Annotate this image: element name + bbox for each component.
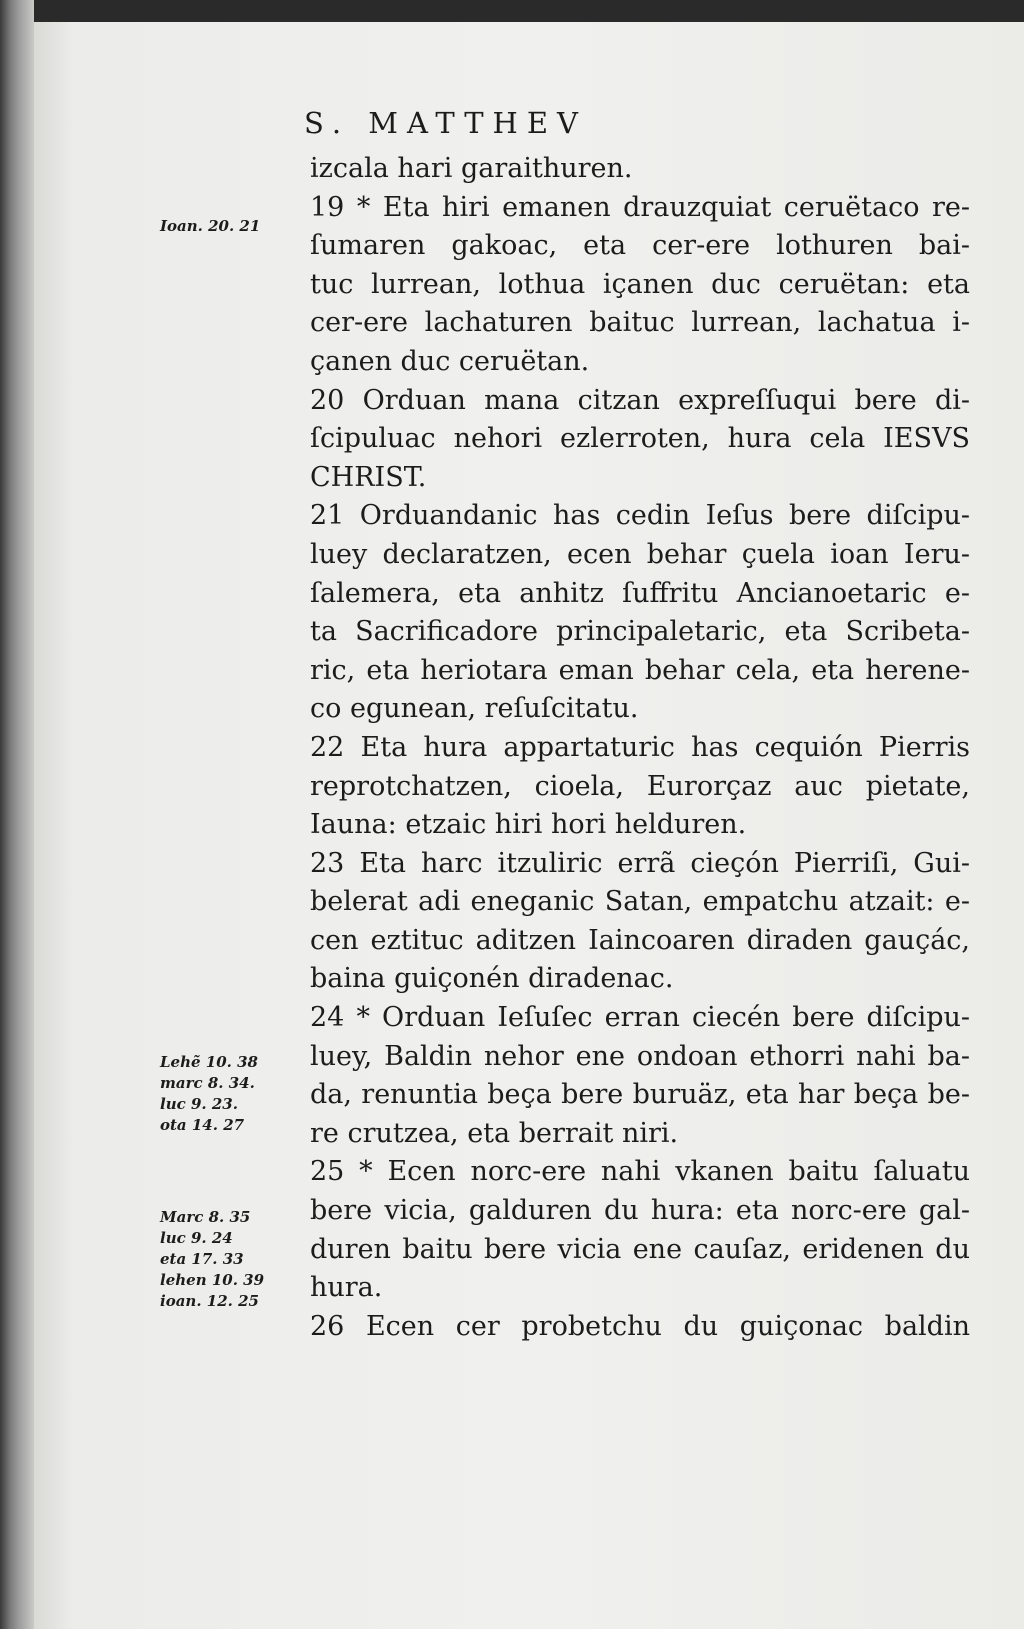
text-line: duren baitu bere vicia ene cauſaz, eridenen du <box>310 1233 970 1265</box>
book-page <box>34 22 1024 1629</box>
text-line: Iauna: etzaic hiri hori helduren. <box>310 809 747 841</box>
running-head-text: S. MATTHEV <box>304 106 587 140</box>
text-line: ſumaren gakoac, eta cer-ere lothuren bai- <box>310 230 970 262</box>
text-line: ſcipuluac nehori ezlerroten, hura cela IESVS <box>310 423 970 455</box>
margin-note-line: Marc 8. 35 <box>160 1208 251 1226</box>
body-text <box>310 150 970 1346</box>
margin-note-line: marc 8. 34. <box>160 1074 255 1092</box>
text-line: 25 * Ecen norc-ere nahi vkanen baitu ſaluatu <box>310 1156 970 1188</box>
text-line: luey, Baldin nehor ene ondoan ethorri nahi ba- <box>310 1040 970 1072</box>
margin-note-line: luc 9. 23. <box>160 1095 238 1113</box>
text-line: çanen duc ceruëtan. <box>310 345 590 377</box>
text-line: bere vicia, galduren du hura: eta norc-ere gal- <box>310 1195 970 1227</box>
margin-note-line: eta 17. 33 <box>160 1250 244 1268</box>
text-line: ſalemera, eta anhitz ſuffritu Ancianoetaric e- <box>310 577 970 609</box>
text-line: 22 Eta hura appartaturic has cequión Pierris <box>310 731 970 763</box>
margin-note-ioan <box>160 216 310 237</box>
text-line: da, renuntia beça bere buruäz, eta har beça be- <box>310 1079 970 1111</box>
text-line: 23 Eta harc itzuliric errã cieçón Pierriſi, Gui- <box>310 847 970 879</box>
margin-note-line: ioan. 12. 25 <box>160 1292 259 1310</box>
text-line: CHRIST. <box>310 461 427 493</box>
text-line: 19 * Eta hiri emanen drauzquiat ceruëtaco re- <box>310 191 970 223</box>
text-line: 24 * Orduan Ieſuſec erran ciecén bere diſcipu- <box>310 1002 970 1034</box>
text-line: 26 Ecen cer probetchu du guiçonac baldin <box>310 1310 970 1342</box>
text-line: cen eztituc aditzen Iaincoaren diraden gauçác, <box>310 924 970 956</box>
margin-note-lehen <box>160 1052 310 1136</box>
text-line: cer-ere lachaturen baituc lurrean, lachatua i- <box>310 307 970 339</box>
margin-note-line: lehen 10. 39 <box>160 1271 265 1289</box>
text-line: belerat adi eneganic Satan, empatchu atzait: e- <box>310 886 970 918</box>
text-line: baina guiçonén diradenac. <box>310 963 674 995</box>
margin-note-line: ota 14. 27 <box>160 1116 245 1134</box>
text-line: 21 Orduandanic has cedin Ieſus bere diſcipu- <box>310 500 970 532</box>
text-line: 20 Orduan mana citzan expreſſuqui bere di- <box>310 384 970 416</box>
text-line: izcala hari garaithuren. <box>310 153 633 184</box>
margin-note-line: Lehẽ 10. 38 <box>160 1053 258 1071</box>
book-binding <box>0 0 34 1629</box>
text-line: luey declaratzen, ecen behar çuela ioan Ieru- <box>310 538 970 570</box>
margin-note-marc <box>160 1207 310 1312</box>
text-line: tuc lurrean, lothua içanen duc ceruëtan: eta <box>310 268 970 300</box>
running-head <box>34 106 1024 140</box>
text-line: hura. <box>310 1272 383 1304</box>
text-line: ric, eta heriotara eman behar cela, eta herene- <box>310 654 970 686</box>
text-line: re crutzea, eta berrait niri. <box>310 1117 679 1149</box>
margin-note-line: luc 9. 24 <box>160 1229 233 1247</box>
text-line: reprotchatzen, cioela, Eurorçaz auc pietate, <box>310 770 970 802</box>
margin-note-line: Ioan. 20. 21 <box>160 217 261 235</box>
text-line: co egunean, reſuſcitatu. <box>310 693 639 725</box>
text-line: ta Sacrificadore principaletaric, eta Scribeta- <box>310 616 970 648</box>
